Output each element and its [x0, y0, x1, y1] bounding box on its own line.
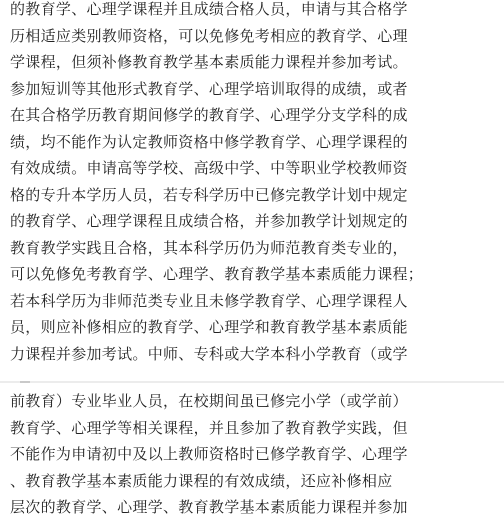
text-line: 力课程并参加考试。中师、专科或大学本科小学教育（或学	[10, 344, 408, 363]
text-line: 参加短训等其他形式教育学、心理学培训取得的成绩，或者	[10, 79, 408, 98]
text-line: 历相适应类别教师资格，可以免修免考相应的教育学、心理	[10, 26, 408, 45]
text-line: 有效成绩。申请高等学校、高级中学、中等职业学校教师资	[10, 159, 408, 177]
page-break-divider	[0, 381, 504, 383]
text-line: 的教育学、心理学课程并且成绩合格人员，申请与其合格学	[10, 0, 408, 18]
page-bottom-text	[10, 388, 496, 521]
text-line: 员，则应补修相应的教育学、心理学和教育教学基本素质能	[10, 318, 408, 336]
text-line: 前教育）专业毕业人员，在校期间虽已修完小学（或学前）	[10, 392, 408, 410]
text-line: 不能作为申请初中及以上教师资格时已修学教育学、心理学	[10, 445, 408, 463]
text-line: 、教育教学基本素质能力课程的有效成绩，还应补修相应	[10, 471, 393, 490]
page-break-mark	[20, 381, 30, 383]
text-line: 绩，均不能作为认定教师资格中修学教育学、心理学课程的	[10, 132, 408, 151]
text-line: 的教育学、心理学课程且成绩合格，并参加教学计划规定的	[10, 212, 408, 230]
text-line: 学课程，但须补修教育教学基本素质能力课程并参加考试。	[10, 53, 408, 71]
text-line: 在其合格学历教育期间修学的教育学、心理学分支学科的成	[10, 106, 408, 124]
page-top-text	[10, 0, 496, 367]
text-line: 层次的教育学、心理学、教育教学基本素质能力课程并参加	[10, 498, 408, 516]
text-line: 教育学、心理学等相关课程，并且参加了教育教学实践，但	[10, 418, 408, 437]
text-line: 教育教学实践且合格，其本科学历仍为师范教育类专业的，	[10, 238, 408, 257]
text-line: 格的专升本学历人员，若专科学历中已修完教学计划中规定	[10, 185, 408, 204]
text-line: 若本科学历为非师范类专业且未修学教育学、心理学课程人	[10, 291, 408, 310]
text-line: 可以免修免考教育学、心理学、教育教学基本素质能力课程；	[10, 265, 424, 283]
